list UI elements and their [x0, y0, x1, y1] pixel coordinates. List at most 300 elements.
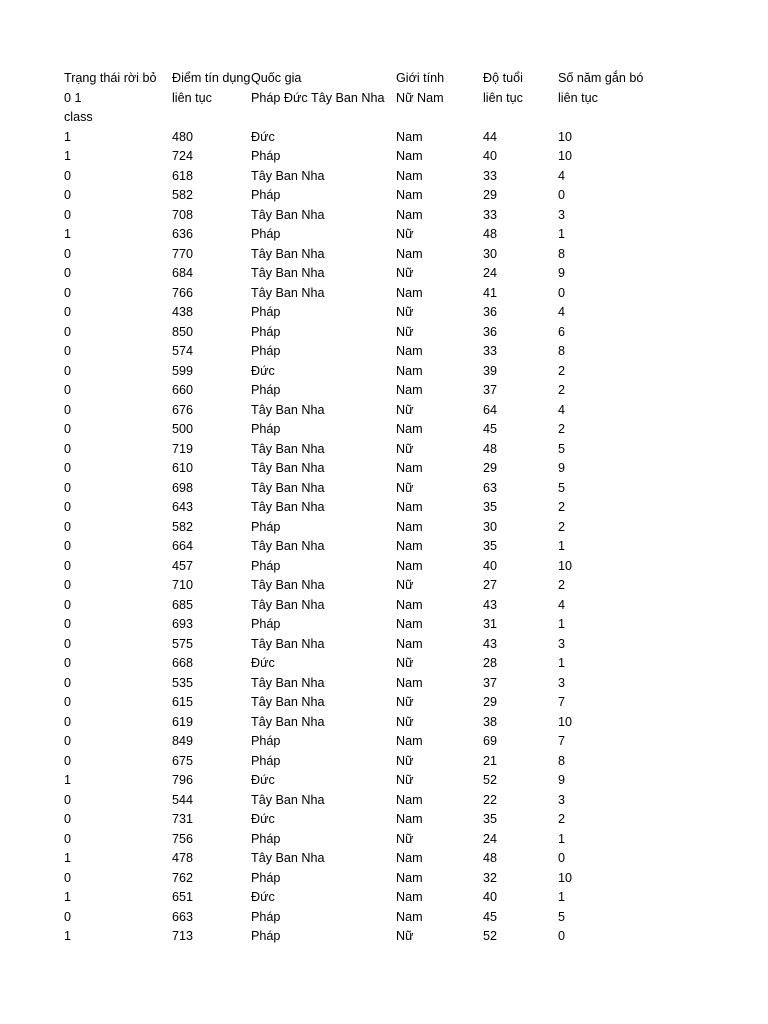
- table-row: [0, 225, 768, 245]
- tenure-cell: 10: [558, 714, 573, 729]
- age-cell: 28: [483, 656, 498, 670]
- tenure-cell: 9: [558, 773, 566, 787]
- churn-cell: 0: [64, 324, 72, 339]
- tenure-cell: 1: [558, 539, 566, 553]
- age-cell: 52: [483, 773, 498, 787]
- age-cell: 36: [483, 324, 498, 339]
- age-cell: 69: [483, 734, 498, 748]
- churn-cell: 0: [64, 480, 72, 495]
- tenure-cell: 10: [558, 149, 573, 163]
- churn-cell: 0: [64, 812, 72, 826]
- churn-cell: 1: [64, 129, 72, 144]
- age-cell: 31: [483, 617, 498, 631]
- age-cell: 63: [483, 480, 498, 495]
- tenure-cell: 4: [558, 402, 566, 417]
- header-tenure-type: liên tục: [558, 90, 598, 105]
- age-cell: 24: [483, 266, 498, 280]
- tenure-cell: 2: [558, 578, 566, 592]
- age-cell: 30: [483, 519, 498, 534]
- table-row: [0, 557, 768, 577]
- age-cell: 40: [483, 890, 498, 904]
- country-cell: Pháp: [251, 422, 281, 436]
- header-country-values: Pháp Đức Tây Ban Nha: [251, 90, 385, 105]
- header-churn-status: Trạng thái rời bỏ: [64, 71, 157, 85]
- tenure-cell: 4: [558, 168, 566, 183]
- age-cell: 40: [483, 149, 498, 163]
- country-cell: Tây Ban Nha: [251, 441, 325, 456]
- gender-cell: Nam: [396, 500, 423, 514]
- gender-cell: Nam: [396, 870, 423, 885]
- age-cell: 48: [483, 227, 498, 241]
- churn-cell: 1: [64, 929, 72, 943]
- credit-score-cell: 693: [172, 617, 194, 631]
- tenure-cell: 6: [558, 324, 566, 339]
- credit-score-cell: 708: [172, 207, 194, 222]
- tenure-cell: 0: [558, 929, 566, 943]
- country-cell: Pháp: [251, 831, 281, 846]
- country-cell: Pháp: [251, 753, 281, 768]
- credit-score-cell: 796: [172, 773, 194, 787]
- churn-cell: 0: [64, 558, 72, 573]
- age-cell: 36: [483, 305, 498, 319]
- credit-score-cell: 762: [172, 870, 194, 885]
- table-row: [0, 459, 768, 479]
- gender-cell: Nữ: [396, 831, 414, 846]
- credit-score-cell: 766: [172, 285, 194, 300]
- tenure-cell: 10: [558, 129, 573, 144]
- churn-cell: 0: [64, 753, 72, 768]
- credit-score-cell: 651: [172, 890, 194, 904]
- table-row: [0, 849, 768, 869]
- country-cell: Pháp: [251, 149, 281, 163]
- gender-cell: Nữ: [396, 753, 414, 768]
- country-cell: Tây Ban Nha: [251, 246, 325, 261]
- header-churn-values: 0 1: [64, 90, 82, 105]
- country-cell: Tây Ban Nha: [251, 168, 325, 183]
- country-cell: Đức: [251, 812, 275, 826]
- tenure-cell: 1: [558, 831, 566, 846]
- country-cell: Tây Ban Nha: [251, 285, 325, 300]
- credit-score-cell: 457: [172, 558, 194, 573]
- credit-score-cell: 684: [172, 266, 194, 280]
- gender-cell: Nữ: [396, 402, 414, 417]
- credit-score-cell: 719: [172, 441, 194, 456]
- header-row-values: [0, 89, 768, 109]
- tenure-cell: 2: [558, 500, 566, 514]
- credit-score-cell: 675: [172, 753, 194, 768]
- gender-cell: Nam: [396, 890, 423, 904]
- gender-cell: Nữ: [396, 266, 414, 280]
- table-row: [0, 927, 768, 947]
- country-cell: Tây Ban Nha: [251, 500, 325, 514]
- table-row: [0, 167, 768, 187]
- churn-cell: 0: [64, 519, 72, 534]
- credit-score-cell: 480: [172, 129, 194, 144]
- churn-cell: 0: [64, 597, 72, 612]
- country-cell: Tây Ban Nha: [251, 675, 325, 690]
- credit-score-cell: 724: [172, 149, 194, 163]
- country-cell: Pháp: [251, 305, 281, 319]
- table-row: [0, 401, 768, 421]
- credit-score-cell: 713: [172, 929, 194, 943]
- credit-score-cell: 599: [172, 363, 194, 378]
- age-cell: 22: [483, 792, 498, 807]
- country-cell: Tây Ban Nha: [251, 597, 325, 612]
- tenure-cell: 10: [558, 558, 573, 573]
- credit-score-cell: 574: [172, 344, 194, 358]
- tenure-cell: 1: [558, 656, 566, 670]
- age-cell: 38: [483, 714, 498, 729]
- gender-cell: Nữ: [396, 305, 414, 319]
- country-cell: Tây Ban Nha: [251, 402, 325, 417]
- churn-cell: 0: [64, 617, 72, 631]
- gender-cell: Nam: [396, 422, 423, 436]
- country-cell: Pháp: [251, 227, 281, 241]
- gender-cell: Nam: [396, 149, 423, 163]
- tenure-cell: 0: [558, 285, 566, 300]
- table-row: [0, 303, 768, 323]
- gender-cell: Nam: [396, 461, 423, 475]
- gender-cell: Nam: [396, 812, 423, 826]
- credit-score-cell: 582: [172, 519, 194, 534]
- gender-cell: Nữ: [396, 441, 414, 456]
- header-gender-values: Nữ Nam: [396, 90, 444, 105]
- tenure-cell: 9: [558, 461, 566, 475]
- tenure-cell: 3: [558, 636, 566, 651]
- table-row: [0, 264, 768, 284]
- gender-cell: Nữ: [396, 714, 414, 729]
- gender-cell: Nam: [396, 383, 423, 397]
- table-row: [0, 284, 768, 304]
- country-cell: Tây Ban Nha: [251, 714, 325, 729]
- country-cell: Đức: [251, 363, 275, 378]
- table-row: [0, 537, 768, 557]
- tenure-cell: 7: [558, 734, 566, 748]
- country-cell: Pháp: [251, 909, 281, 924]
- table-row: [0, 615, 768, 635]
- header-age-type: liên tục: [483, 90, 523, 105]
- churn-cell: 1: [64, 851, 72, 865]
- gender-cell: Nam: [396, 285, 423, 300]
- table-row: [0, 498, 768, 518]
- churn-cell: 0: [64, 792, 72, 807]
- gender-cell: Nam: [396, 246, 423, 261]
- churn-cell: 0: [64, 461, 72, 475]
- table-row: [0, 732, 768, 752]
- credit-score-cell: 575: [172, 636, 194, 651]
- table-row: [0, 518, 768, 538]
- gender-cell: Nam: [396, 168, 423, 183]
- churn-cell: 0: [64, 246, 72, 261]
- table-row: [0, 810, 768, 830]
- churn-cell: 0: [64, 285, 72, 300]
- credit-score-cell: 535: [172, 675, 194, 690]
- country-cell: Pháp: [251, 929, 281, 943]
- table-row: [0, 869, 768, 889]
- gender-cell: Nữ: [396, 929, 414, 943]
- credit-score-cell: 850: [172, 324, 194, 339]
- churn-cell: 0: [64, 831, 72, 846]
- churn-cell: 0: [64, 402, 72, 417]
- country-cell: Tây Ban Nha: [251, 480, 325, 495]
- age-cell: 37: [483, 675, 498, 690]
- gender-cell: Nam: [396, 129, 423, 144]
- table-row: [0, 479, 768, 499]
- country-cell: Pháp: [251, 870, 281, 885]
- gender-cell: Nữ: [396, 578, 414, 592]
- credit-score-cell: 544: [172, 792, 194, 807]
- churn-cell: 1: [64, 227, 72, 241]
- age-cell: 43: [483, 636, 498, 651]
- age-cell: 30: [483, 246, 498, 261]
- header-country: Quốc gia: [251, 71, 302, 85]
- credit-score-cell: 500: [172, 422, 194, 436]
- credit-score-cell: 710: [172, 578, 194, 592]
- tenure-cell: 2: [558, 519, 566, 534]
- gender-cell: Nữ: [396, 695, 414, 709]
- churn-cell: 0: [64, 695, 72, 709]
- table-row: [0, 752, 768, 772]
- table-row: [0, 830, 768, 850]
- credit-score-cell: 582: [172, 188, 194, 202]
- credit-score-cell: 663: [172, 909, 194, 924]
- table-row: [0, 576, 768, 596]
- table-row: [0, 245, 768, 265]
- country-cell: Tây Ban Nha: [251, 539, 325, 553]
- table-row: [0, 128, 768, 148]
- churn-cell: 0: [64, 500, 72, 514]
- churn-cell: 0: [64, 363, 72, 378]
- churn-cell: 0: [64, 909, 72, 924]
- churn-cell: 1: [64, 149, 72, 163]
- gender-cell: Nam: [396, 597, 423, 612]
- header-class-label: class: [64, 110, 93, 124]
- data-rows: [0, 128, 768, 947]
- gender-cell: Nữ: [396, 324, 414, 339]
- table-row: [0, 888, 768, 908]
- tenure-cell: 1: [558, 890, 566, 904]
- age-cell: 40: [483, 558, 498, 573]
- age-cell: 41: [483, 285, 498, 300]
- age-cell: 29: [483, 461, 498, 475]
- gender-cell: Nam: [396, 188, 423, 202]
- table-row: [0, 674, 768, 694]
- tenure-cell: 0: [558, 188, 566, 202]
- tenure-cell: 3: [558, 207, 566, 222]
- tenure-cell: 1: [558, 227, 566, 241]
- credit-score-cell: 438: [172, 305, 194, 319]
- age-cell: 48: [483, 851, 498, 865]
- country-cell: Pháp: [251, 558, 281, 573]
- credit-score-cell: 770: [172, 246, 194, 261]
- country-cell: Tây Ban Nha: [251, 636, 325, 651]
- country-cell: Đức: [251, 129, 275, 144]
- credit-score-cell: 619: [172, 714, 194, 729]
- table-row: [0, 342, 768, 362]
- tenure-cell: 5: [558, 909, 566, 924]
- credit-score-cell: 756: [172, 831, 194, 846]
- churn-cell: 0: [64, 441, 72, 456]
- credit-score-cell: 636: [172, 227, 194, 241]
- churn-cell: 0: [64, 188, 72, 202]
- credit-score-cell: 685: [172, 597, 194, 612]
- tenure-cell: 3: [558, 675, 566, 690]
- table-row: [0, 381, 768, 401]
- age-cell: 45: [483, 422, 498, 436]
- age-cell: 21: [483, 753, 498, 768]
- churn-cell: 0: [64, 305, 72, 319]
- age-cell: 35: [483, 812, 498, 826]
- tenure-cell: 3: [558, 792, 566, 807]
- tenure-cell: 4: [558, 305, 566, 319]
- credit-score-cell: 615: [172, 695, 194, 709]
- table-row: [0, 771, 768, 791]
- gender-cell: Nam: [396, 363, 423, 378]
- table-row: [0, 791, 768, 811]
- churn-cell: 0: [64, 675, 72, 690]
- tenure-cell: 8: [558, 753, 566, 768]
- tenure-cell: 0: [558, 851, 566, 865]
- country-cell: Tây Ban Nha: [251, 266, 325, 280]
- age-cell: 52: [483, 929, 498, 943]
- tenure-cell: 4: [558, 597, 566, 612]
- gender-cell: Nam: [396, 344, 423, 358]
- age-cell: 48: [483, 441, 498, 456]
- churn-cell: 0: [64, 422, 72, 436]
- age-cell: 32: [483, 870, 498, 885]
- gender-cell: Nữ: [396, 656, 414, 670]
- country-cell: Pháp: [251, 344, 281, 358]
- churn-cell: 0: [64, 734, 72, 748]
- age-cell: 33: [483, 168, 498, 183]
- churn-cell: 0: [64, 344, 72, 358]
- gender-cell: Nam: [396, 558, 423, 573]
- tenure-cell: 8: [558, 246, 566, 261]
- tenure-cell: 2: [558, 383, 566, 397]
- country-cell: Pháp: [251, 188, 281, 202]
- credit-score-cell: 610: [172, 461, 194, 475]
- churn-cell: 0: [64, 383, 72, 397]
- table-row: [0, 323, 768, 343]
- header-credit-score: Điểm tín dụng: [172, 71, 251, 85]
- gender-cell: Nữ: [396, 227, 414, 241]
- age-cell: 24: [483, 831, 498, 846]
- country-cell: Tây Ban Nha: [251, 695, 325, 709]
- gender-cell: Nam: [396, 851, 423, 865]
- tenure-cell: 5: [558, 480, 566, 495]
- gender-cell: Nam: [396, 519, 423, 534]
- table-row: [0, 908, 768, 928]
- gender-cell: Nam: [396, 636, 423, 651]
- table-row: [0, 420, 768, 440]
- churn-cell: 0: [64, 870, 72, 885]
- credit-score-cell: 618: [172, 168, 194, 183]
- churn-cell: 0: [64, 636, 72, 651]
- tenure-cell: 5: [558, 441, 566, 456]
- gender-cell: Nam: [396, 539, 423, 553]
- tenure-cell: 8: [558, 344, 566, 358]
- credit-score-cell: 731: [172, 812, 194, 826]
- country-cell: Đức: [251, 890, 275, 904]
- age-cell: 39: [483, 363, 498, 378]
- churn-cell: 0: [64, 714, 72, 729]
- churn-cell: 0: [64, 266, 72, 280]
- age-cell: 33: [483, 344, 498, 358]
- country-cell: Tây Ban Nha: [251, 851, 325, 865]
- churn-cell: 0: [64, 168, 72, 183]
- gender-cell: Nam: [396, 617, 423, 631]
- churn-cell: 0: [64, 207, 72, 222]
- credit-score-cell: 676: [172, 402, 194, 417]
- country-cell: Pháp: [251, 734, 281, 748]
- credit-score-cell: 664: [172, 539, 194, 553]
- table-row: [0, 693, 768, 713]
- age-cell: 27: [483, 578, 498, 592]
- age-cell: 43: [483, 597, 498, 612]
- table-row: [0, 362, 768, 382]
- header-row-names: [0, 69, 768, 89]
- table-row: [0, 596, 768, 616]
- tenure-cell: 2: [558, 812, 566, 826]
- gender-cell: Nữ: [396, 480, 414, 495]
- table-row: [0, 147, 768, 167]
- header-tenure: Số năm gắn bó: [558, 71, 644, 85]
- age-cell: 29: [483, 188, 498, 202]
- gender-cell: Nam: [396, 792, 423, 807]
- table-row: [0, 206, 768, 226]
- header-row-class: [0, 108, 768, 128]
- age-cell: 45: [483, 909, 498, 924]
- credit-score-cell: 849: [172, 734, 194, 748]
- gender-cell: Nam: [396, 734, 423, 748]
- table-row: [0, 635, 768, 655]
- table-row: [0, 186, 768, 206]
- churn-cell: 1: [64, 890, 72, 904]
- country-cell: Tây Ban Nha: [251, 207, 325, 222]
- tenure-cell: 9: [558, 266, 566, 280]
- churn-cell: 0: [64, 539, 72, 553]
- header-age: Độ tuổi: [483, 71, 523, 85]
- tenure-cell: 2: [558, 422, 566, 436]
- tenure-cell: 7: [558, 695, 566, 709]
- age-cell: 35: [483, 500, 498, 514]
- table-row: [0, 440, 768, 460]
- churn-cell: 0: [64, 656, 72, 670]
- data-sheet: [0, 69, 768, 947]
- age-cell: 35: [483, 539, 498, 553]
- age-cell: 37: [483, 383, 498, 397]
- credit-score-cell: 668: [172, 656, 194, 670]
- gender-cell: Nam: [396, 207, 423, 222]
- gender-cell: Nữ: [396, 773, 414, 787]
- gender-cell: Nam: [396, 675, 423, 690]
- tenure-cell: 1: [558, 617, 566, 631]
- credit-score-cell: 660: [172, 383, 194, 397]
- country-cell: Tây Ban Nha: [251, 578, 325, 592]
- age-cell: 33: [483, 207, 498, 222]
- churn-cell: 1: [64, 773, 72, 787]
- age-cell: 64: [483, 402, 498, 417]
- country-cell: Đức: [251, 656, 275, 670]
- age-cell: 29: [483, 695, 498, 709]
- age-cell: 44: [483, 129, 498, 144]
- country-cell: Tây Ban Nha: [251, 792, 325, 807]
- country-cell: Pháp: [251, 519, 281, 534]
- country-cell: Pháp: [251, 383, 281, 397]
- tenure-cell: 2: [558, 363, 566, 378]
- tenure-cell: 10: [558, 870, 573, 885]
- credit-score-cell: 478: [172, 851, 194, 865]
